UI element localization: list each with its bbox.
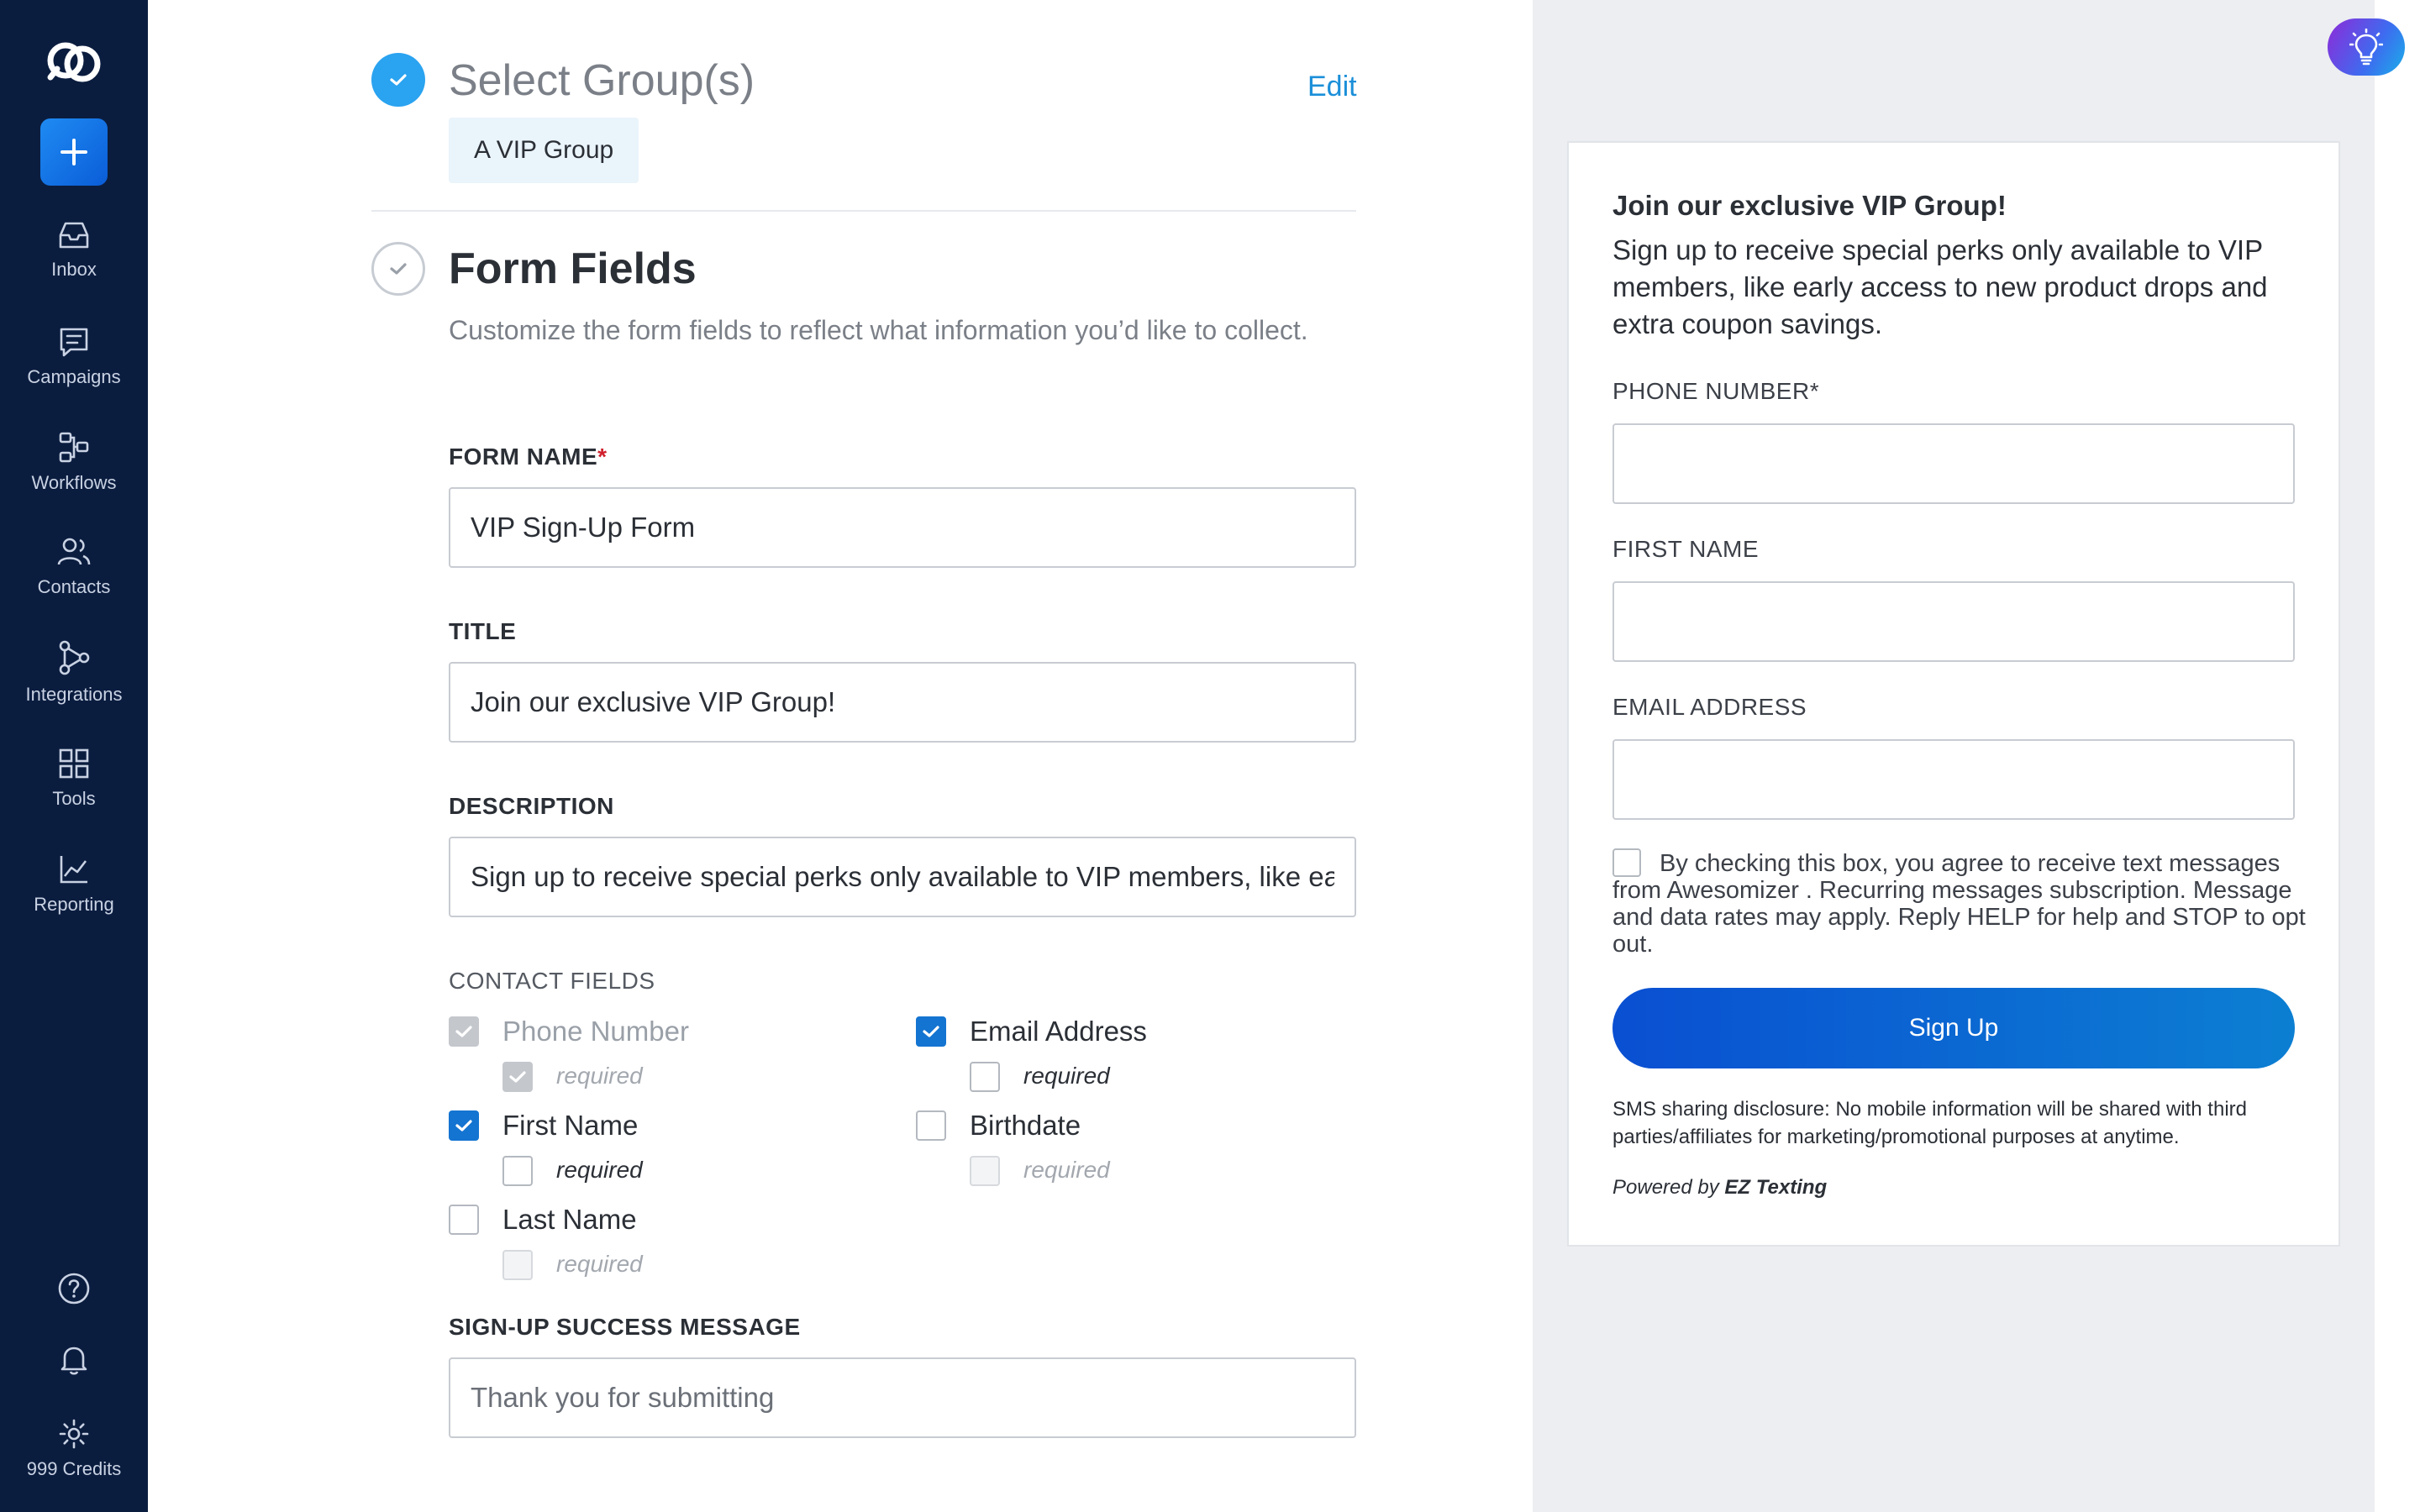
title-input[interactable] xyxy=(449,662,1356,743)
sidebar-item-label: Workflows xyxy=(31,472,117,493)
step-complete-badge xyxy=(371,53,425,107)
selected-group-chip: A VIP Group xyxy=(449,118,639,183)
phone-number-label: Phone Number xyxy=(502,1016,689,1047)
check-icon xyxy=(921,1023,941,1040)
chat-icon xyxy=(57,326,91,358)
sidebar xyxy=(0,0,148,1512)
email-address-label: Email Address xyxy=(970,1016,1147,1047)
sidebar-item-inbox[interactable] xyxy=(0,220,148,281)
sidebar-item-label: Integrations xyxy=(25,684,123,705)
settings-credits-button[interactable] xyxy=(0,1418,148,1480)
sidebar-item-contacts[interactable] xyxy=(0,536,148,598)
required-asterisk: * xyxy=(597,444,608,470)
workflow-icon xyxy=(57,430,91,464)
section-divider xyxy=(371,210,1356,212)
preview-description: Sign up to receive special perks only available to VIP members, like early access to new product drops and extra coupon savings. xyxy=(1612,234,2268,339)
birthdate-required-label: required xyxy=(1023,1157,1110,1183)
edit-groups-link[interactable]: Edit xyxy=(1307,71,1357,102)
create-new-button[interactable] xyxy=(40,118,108,186)
preview-email-input[interactable] xyxy=(1612,739,2295,820)
last-name-label: Last Name xyxy=(502,1204,637,1235)
credits-label: 999 Credits xyxy=(26,1458,122,1479)
preview-powered-by: Powered by EZ Texting xyxy=(1612,1176,1828,1199)
email-address-required-label: required xyxy=(1023,1063,1110,1089)
check-icon xyxy=(388,260,408,277)
form-name-input[interactable] xyxy=(449,487,1356,568)
phone-number-checkbox xyxy=(449,1016,479,1047)
sidebar-item-campaigns[interactable] xyxy=(0,326,148,388)
sidebar-item-label: Contacts xyxy=(37,576,111,597)
grid-icon xyxy=(58,748,90,780)
preview-sign-up-button[interactable]: Sign Up xyxy=(1612,988,2295,1068)
sidebar-item-integrations[interactable] xyxy=(0,640,148,706)
form-builder xyxy=(148,0,1533,1512)
birthdate-required-checkbox xyxy=(970,1156,1000,1186)
email-address-checkbox[interactable] xyxy=(916,1016,946,1047)
help-icon xyxy=(57,1272,91,1305)
check-icon xyxy=(454,1023,474,1040)
sidebar-item-label: Campaigns xyxy=(27,366,121,387)
preview-sms-disclosure: SMS sharing disclosure: No mobile information will be shared with third parties/affiliates for marketing/promotional purposes at anytime. xyxy=(1612,1098,2247,1148)
select-groups-heading: Select Group(s) xyxy=(449,56,755,105)
tips-button[interactable] xyxy=(2328,18,2405,76)
sidebar-item-reporting[interactable] xyxy=(0,853,148,916)
first-name-required-label: required xyxy=(556,1157,643,1183)
preview-title: Join our exclusive VIP Group! xyxy=(1612,190,2007,221)
gear-icon xyxy=(58,1418,90,1450)
email-address-required-checkbox[interactable] xyxy=(970,1062,1000,1092)
success-message-label: SIGN-UP SUCCESS MESSAGE xyxy=(449,1314,801,1340)
title-label: TITLE xyxy=(449,618,517,644)
form-fields-subtitle: Customize the form fields to reflect what information you’d like to collect. xyxy=(449,315,1308,345)
phone-number-required-label: required xyxy=(556,1063,643,1089)
preview-phone-label: PHONE NUMBER* xyxy=(1612,378,1820,404)
preview-consent-text: By checking this box, you agree to receive text messages from Awesomizer . Recurring messages subscription. Message and data rates may apply. Reply HELP for help and STOP to opt out. xyxy=(1612,850,2306,958)
integrations-icon xyxy=(57,640,91,675)
preview-first-name-input[interactable] xyxy=(1612,581,2295,662)
step-pending-badge xyxy=(371,242,425,296)
sidebar-item-label: Tools xyxy=(52,788,96,809)
preview-phone-input[interactable] xyxy=(1612,423,2295,504)
last-name-required-checkbox xyxy=(502,1250,533,1280)
app-logo-icon[interactable] xyxy=(40,35,108,89)
powered-by-brand: EZ Texting xyxy=(1724,1176,1828,1199)
plus-icon xyxy=(60,138,88,166)
notifications-button[interactable] xyxy=(0,1342,148,1376)
sidebar-item-workflows[interactable] xyxy=(0,430,148,494)
sidebar-item-tools[interactable] xyxy=(0,748,148,810)
page-edge xyxy=(2375,0,2420,1512)
birthdate-label: Birthdate xyxy=(970,1110,1081,1141)
first-name-checkbox[interactable] xyxy=(449,1110,479,1141)
sidebar-item-label: Inbox xyxy=(51,259,97,280)
phone-number-required-checkbox xyxy=(502,1062,533,1092)
contacts-icon xyxy=(56,536,92,568)
preview-first-name-label: FIRST NAME xyxy=(1612,536,1760,562)
preview-card xyxy=(1567,141,2340,1247)
bell-icon xyxy=(57,1342,91,1376)
sidebar-item-label: Reporting xyxy=(34,894,114,915)
check-icon xyxy=(508,1068,528,1085)
last-name-checkbox[interactable] xyxy=(449,1205,479,1235)
check-icon xyxy=(388,71,408,88)
description-label: DESCRIPTION xyxy=(449,793,614,819)
lightbulb-icon xyxy=(2349,29,2383,66)
birthdate-checkbox[interactable] xyxy=(916,1110,946,1141)
form-name-label: FORM NAME* xyxy=(449,444,608,470)
inbox-icon xyxy=(57,220,91,250)
success-message-input[interactable] xyxy=(449,1357,1356,1438)
last-name-required-label: required xyxy=(556,1251,643,1277)
help-button[interactable] xyxy=(0,1272,148,1305)
preview-email-label: EMAIL ADDRESS xyxy=(1612,694,1807,720)
description-input[interactable] xyxy=(449,837,1356,917)
first-name-required-checkbox[interactable] xyxy=(502,1156,533,1186)
first-name-label: First Name xyxy=(502,1110,639,1141)
chart-icon xyxy=(58,853,90,885)
contact-fields-label: CONTACT FIELDS xyxy=(449,968,655,994)
form-fields-heading: Form Fields xyxy=(449,244,697,293)
check-icon xyxy=(454,1117,474,1134)
